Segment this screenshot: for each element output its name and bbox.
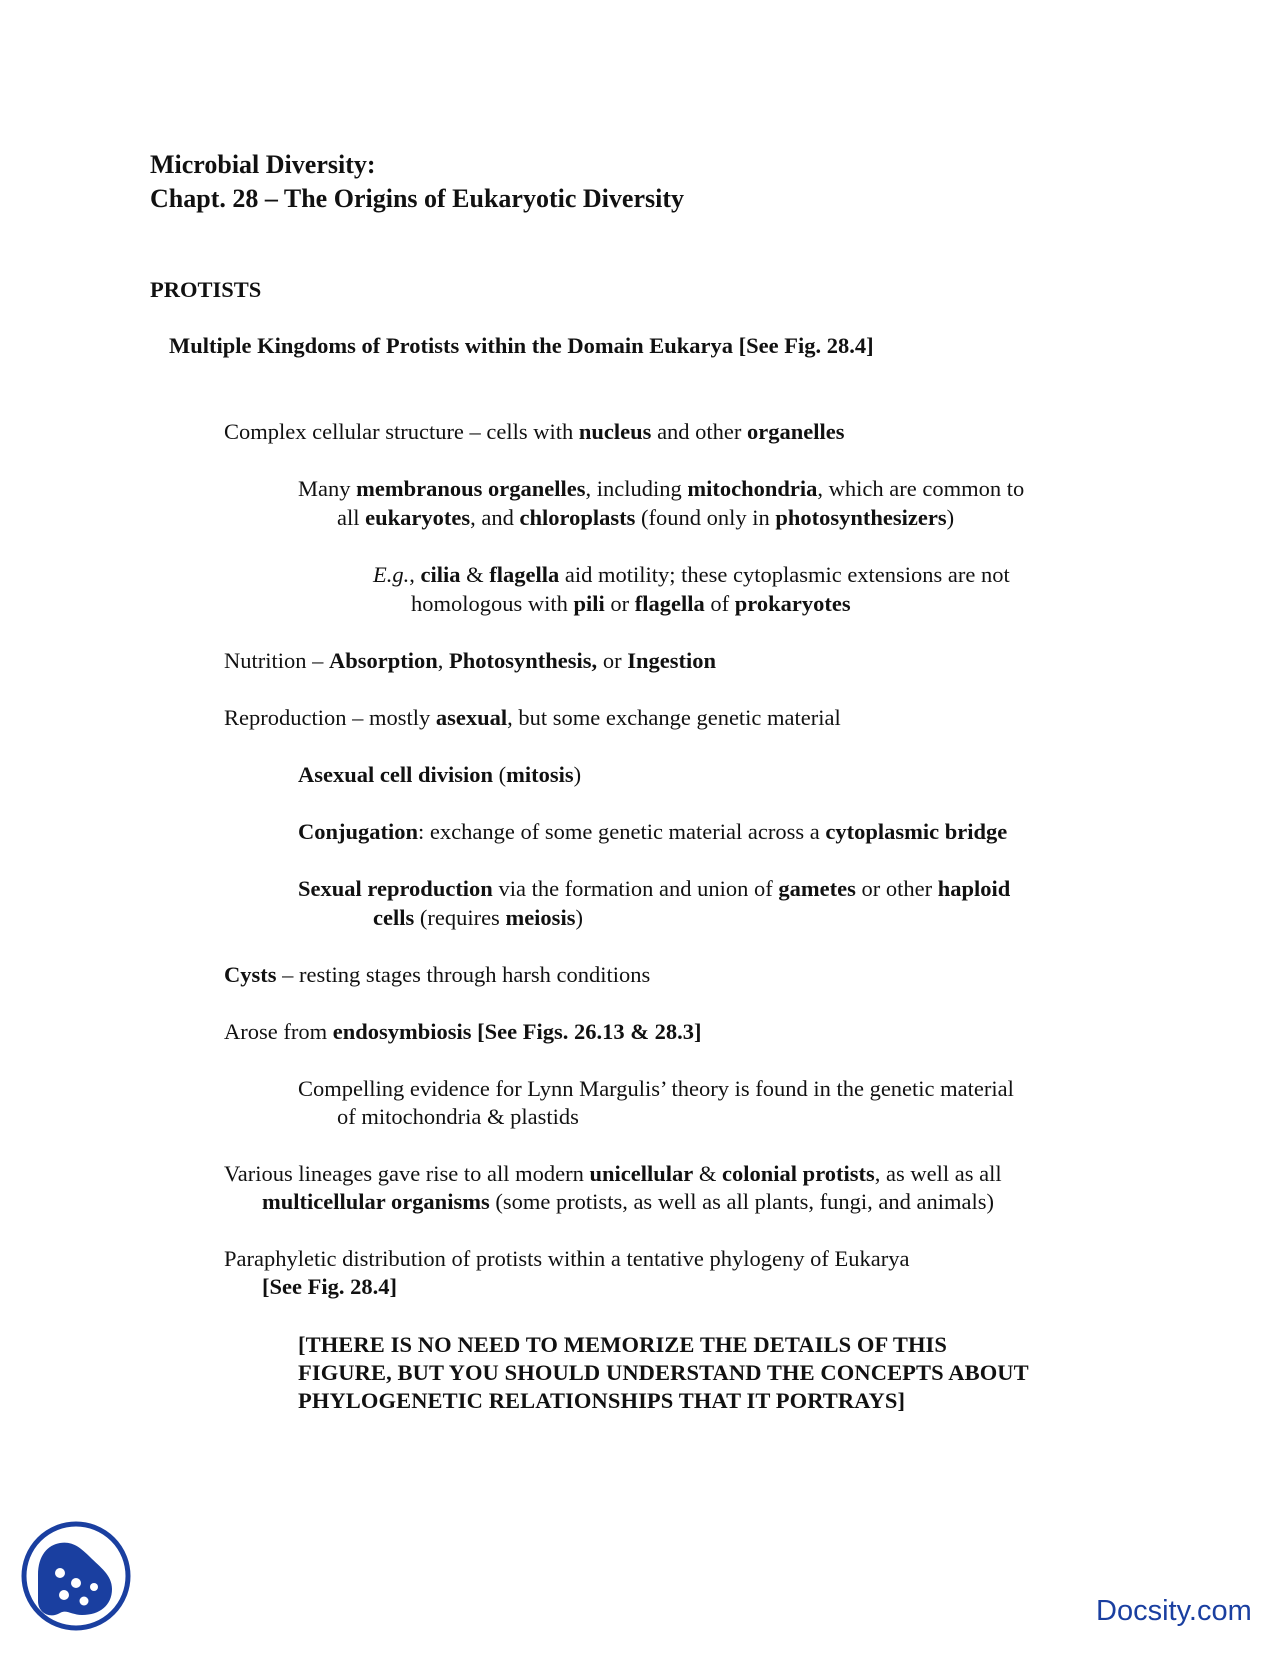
bold-term: unicellular: [589, 1161, 694, 1186]
paragraph-lineages-line-1: [224, 1160, 1002, 1188]
bold-term: nucleus: [578, 419, 652, 444]
paragraph-reproduction: [224, 704, 841, 732]
text: – resting stages through harsh conditions: [276, 962, 651, 987]
paragraph-asexual-division: [298, 761, 581, 789]
figure-reference: [See Figs. 26.13 & 28.3]: [471, 1019, 702, 1044]
paragraph-paraphyletic-line-1: Paraphyletic distribution of protists within a tentative phylogeny of Eukarya: [224, 1246, 910, 1271]
bold-term: gametes: [778, 876, 856, 901]
bold-term: Absorption: [329, 648, 438, 673]
bold-term: chloroplasts: [519, 505, 636, 530]
paragraph-conjugation: [298, 818, 1007, 846]
text: , but some exchange genetic material: [507, 705, 841, 730]
bold-term: haploid: [937, 876, 1011, 901]
bold-term: flagella: [634, 591, 705, 616]
text: &: [460, 562, 490, 587]
bold-term: meiosis: [505, 905, 576, 930]
note-line-1: [THERE IS NO NEED TO MEMORIZE THE DETAILS OF THIS: [298, 1332, 948, 1357]
bold-term: cytoplasmic bridge: [825, 819, 1008, 844]
bold-term: mitochondria: [687, 476, 818, 501]
bold-term: photosynthesizers: [775, 505, 947, 530]
text: (found only in: [635, 505, 776, 530]
docsity-brand-link[interactable]: Docsity.com: [1096, 1595, 1252, 1627]
paragraph-paraphyletic-figure-ref: [See Fig. 28.4]: [262, 1274, 397, 1299]
paragraph-sexual-reproduction-line-2: [373, 904, 583, 932]
paragraph-endosymbiosis: [224, 1018, 702, 1046]
text: aid motility; these cytoplasmic extensions are not: [559, 562, 1010, 587]
bold-term: multicellular organisms: [262, 1189, 490, 1214]
text: or: [604, 591, 635, 616]
text: (: [493, 762, 507, 787]
paragraph-motility-line-1: [373, 561, 1010, 589]
text: Nutrition –: [224, 648, 329, 673]
bold-term: flagella: [489, 562, 560, 587]
bold-term: Conjugation: [298, 819, 419, 844]
text: ): [946, 505, 955, 530]
note-line-2: FIGURE, BUT YOU SHOULD UNDERSTAND THE CONCEPTS ABOUT: [298, 1360, 1029, 1385]
bold-term: organelles: [747, 419, 845, 444]
paragraph-nutrition: [224, 647, 716, 675]
bold-term: Ingestion: [627, 648, 716, 673]
text: , as well as all: [874, 1161, 1002, 1186]
bold-term: Sexual reproduction: [298, 876, 493, 901]
paragraph-sexual-reproduction-line-1: [298, 875, 1010, 903]
text: Reproduction – mostly: [224, 705, 436, 730]
paragraph-cysts: [224, 961, 650, 989]
text: of: [704, 591, 735, 616]
paragraph-cellular-structure: [224, 418, 845, 446]
text: , and: [470, 505, 520, 530]
text: ,: [409, 562, 421, 587]
bold-term: prokaryotes: [734, 591, 851, 616]
text: : exchange of some genetic material across a: [418, 819, 826, 844]
text: , which are common to: [817, 476, 1025, 501]
text: homologous with: [411, 591, 574, 616]
text: Complex cellular structure – cells with: [224, 419, 579, 444]
text: via the formation and union of: [492, 876, 779, 901]
paragraph-organelles-line-1: [298, 475, 1024, 503]
bold-term: asexual: [435, 705, 508, 730]
bold-term: colonial protists: [722, 1161, 875, 1186]
paragraph-organelles-line-2: [337, 504, 954, 532]
text: and other: [651, 419, 748, 444]
text: , including: [585, 476, 688, 501]
title-line-2: Chapt. 28 – The Origins of Eukaryotic Diversity: [150, 184, 684, 213]
section-heading: PROTISTS: [150, 277, 262, 302]
text: ): [573, 762, 582, 787]
bold-term: Photosynthesis,: [449, 648, 598, 673]
bold-term: Asexual cell division: [298, 762, 494, 787]
italic-text: E.g.: [373, 562, 410, 587]
subheading: Multiple Kingdoms of Protists within the Domain Eukarya [See Fig. 28.4]: [169, 333, 874, 358]
text: all: [337, 505, 366, 530]
text: (requires: [414, 905, 506, 930]
bold-term: membranous organelles: [356, 476, 586, 501]
docsity-logo-icon: [20, 1517, 132, 1635]
text: or: [597, 648, 628, 673]
text: ,: [437, 648, 450, 673]
text: Various lineages gave rise to all modern: [224, 1161, 590, 1186]
bold-term: Cysts: [224, 962, 277, 987]
paragraph-margulis-line-1: Compelling evidence for Lynn Margulis’ theory is found in the genetic material: [298, 1076, 1014, 1101]
bold-term: eukaryotes: [365, 505, 471, 530]
text: ): [575, 905, 583, 930]
text: or other: [855, 876, 938, 901]
paragraph-motility-line-2: [411, 590, 851, 618]
text: &: [693, 1161, 723, 1186]
bold-term: pili: [573, 591, 605, 616]
bold-term: endosymbiosis: [332, 1019, 472, 1044]
paragraph-margulis-line-2: of mitochondria & plastids: [337, 1104, 579, 1129]
bold-term: cilia: [420, 562, 461, 587]
text: (some protists, as well as all plants, fungi, and animals): [489, 1189, 994, 1214]
bold-term: mitosis: [506, 762, 574, 787]
title-line-1: Microbial Diversity:: [150, 150, 376, 179]
text: Arose from: [224, 1019, 333, 1044]
bold-term: cells: [373, 905, 415, 930]
text: Many: [298, 476, 357, 501]
paragraph-lineages-line-2: [262, 1188, 994, 1216]
note-line-3: PHYLOGENETIC RELATIONSHIPS THAT IT PORTRAYS]: [298, 1388, 906, 1413]
